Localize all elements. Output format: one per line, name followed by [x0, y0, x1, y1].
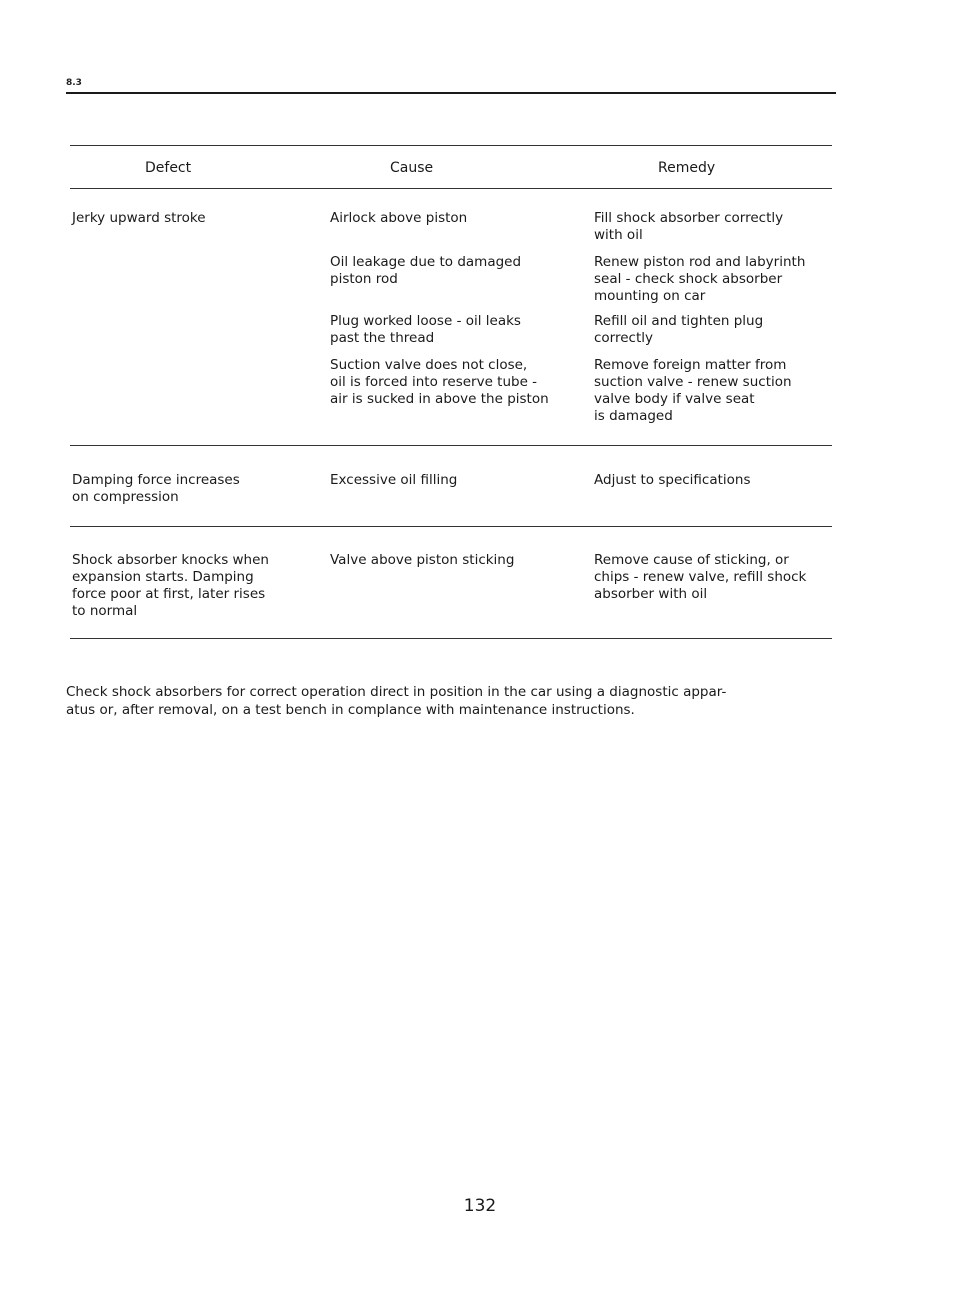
cause-cell: Plug worked loose - oil leaks past the thread — [330, 313, 521, 346]
table-bottom-rule — [70, 638, 832, 639]
header-bottom-rule — [70, 188, 832, 189]
section-label: 8.3 — [66, 78, 82, 88]
remedy-cell: Fill shock absorber correctly with oil — [594, 210, 784, 243]
defect-cell: Jerky upward stroke — [72, 210, 206, 226]
remedy-cell: Renew piston rod and labyrinth seal - check shock absorber mounting on car — [594, 254, 806, 304]
column-header-remedy: Remedy — [658, 160, 716, 176]
page-number: 132 — [463, 1196, 497, 1216]
remedy-cell: Remove foreign matter from suction valve - renew suction valve body if valve seat is damaged — [594, 357, 792, 424]
cause-cell: Airlock above piston — [330, 210, 468, 226]
cause-cell: Oil leakage due to damaged piston rod — [330, 254, 522, 287]
remedy-cell: Refill oil and tighten plug correctly — [594, 313, 764, 346]
note-paragraph: Check shock absorbers for correct operation direct in position in the car using a diagnostic appar- atus or, after removal, on a test bench in complance with maintenance instructions. — [66, 684, 727, 718]
remedy-cell: Adjust to specifications — [594, 472, 751, 488]
remedy-cell: Remove cause of sticking, or chips - renew valve, refill shock absorber with oil — [594, 552, 807, 602]
cause-cell: Valve above piston sticking — [330, 552, 515, 568]
column-header-defect: Defect — [145, 160, 192, 176]
table-top-rule — [70, 145, 832, 146]
column-header-cause: Cause — [390, 160, 434, 176]
cause-cell: Suction valve does not close, oil is forced into reserve tube - air is sucked in above the piston — [330, 357, 549, 407]
cause-cell: Excessive oil filling — [330, 472, 458, 488]
defect-cell: Damping force increases on compression — [72, 472, 240, 505]
header-rule — [66, 92, 836, 94]
defect-cell: Shock absorber knocks when expansion starts. Damping force poor at first, later rises to normal — [72, 552, 269, 619]
row-divider — [70, 445, 832, 446]
row-divider — [70, 526, 832, 527]
